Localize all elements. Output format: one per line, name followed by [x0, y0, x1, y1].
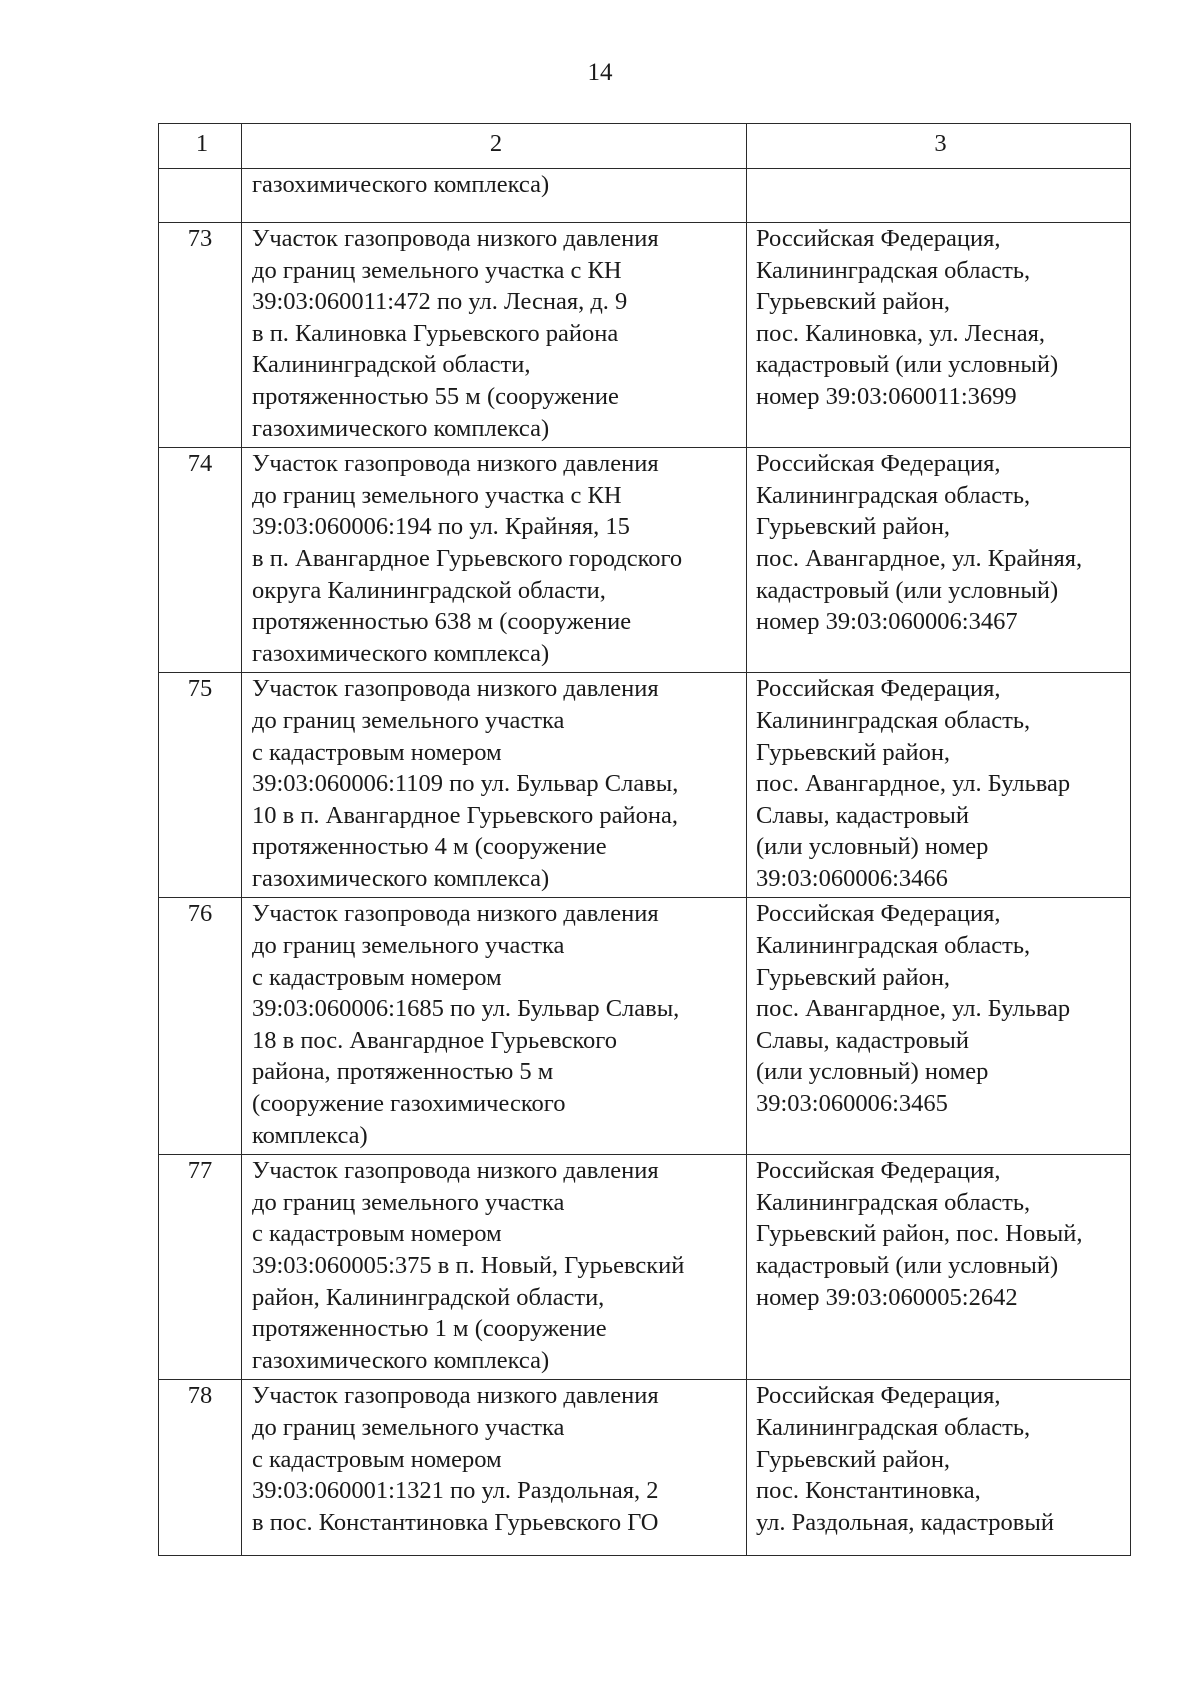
table-row: [159, 673, 1131, 898]
page-number: 14: [587, 59, 613, 86]
row-number: 77: [159, 1155, 242, 1380]
row-description: Участок газопровода низкого давления до границ земельного участка с кадастровым номером 39:03:060006:1685 по ул. Бульвар Славы, 18 в пос. Авангардное Гурьевского района, протяженностью 5 м (сооружение газохимического комплекса): [242, 898, 747, 1155]
row-description: Участок газопровода низкого давления до границ земельного участка с КН 39:03:060011:472 по ул. Лесная, д. 9 в п. Калиновка Гурьевского района Калининградской области, протяженностью 55 м (сооружение газохимического комплекса): [242, 223, 747, 448]
row-description: Участок газопровода низкого давления до границ земельного участка с кадастровым номером 39:03:060005:375 в п. Новый, Гурьевский район, Калининградской области, протяженностью 1 м (сооружение газохимического комплекса): [242, 1155, 747, 1380]
row-number: 78: [159, 1380, 242, 1556]
table-header-row: [159, 124, 1131, 169]
row-location: Российская Федерация, Калининградская область, Гурьевский район, пос. Авангардное, ул. Бульвар Славы, кадастровый (или условный) номер 39:03:060006:3465: [747, 898, 1131, 1155]
row-location: [747, 169, 1131, 223]
property-table: [158, 123, 1131, 1556]
header-col-2: 2: [242, 124, 747, 169]
row-number: [159, 169, 242, 223]
table-row: [159, 1380, 1131, 1556]
table-row: [159, 448, 1131, 673]
row-description: Участок газопровода низкого давления до границ земельного участка с кадастровым номером 39:03:060001:1321 по ул. Раздольная, 2 в пос. Константиновка Гурьевского ГО: [242, 1380, 747, 1556]
row-number: 74: [159, 448, 242, 673]
header-col-1: 1: [159, 124, 242, 169]
row-number: 73: [159, 223, 242, 448]
row-number: 76: [159, 898, 242, 1155]
row-description: газохимического комплекса): [242, 169, 747, 223]
table-row: [159, 223, 1131, 448]
row-description: Участок газопровода низкого давления до границ земельного участка с КН 39:03:060006:194 по ул. Крайняя, 15 в п. Авангардное Гурьевского городского округа Калининградской области, протяженностью 638 м (сооружение газохимического комплекса): [242, 448, 747, 673]
row-location: Российская Федерация, Калининградская область, Гурьевский район, пос. Авангардное, ул. Крайняя, кадастровый (или условный) номер 39:03:060006:3467: [747, 448, 1131, 673]
row-location: Российская Федерация, Калининградская область, Гурьевский район, пос. Новый, кадастровый (или условный) номер 39:03:060005:2642: [747, 1155, 1131, 1380]
table-row: [159, 1155, 1131, 1380]
row-number: 75: [159, 673, 242, 898]
row-location: Российская Федерация, Калининградская область, Гурьевский район, пос. Константиновка, ул. Раздольная, кадастровый: [747, 1380, 1131, 1556]
row-location: Российская Федерация, Калининградская область, Гурьевский район, пос. Калиновка, ул. Лесная, кадастровый (или условный) номер 39:03:060011:3699: [747, 223, 1131, 448]
row-description: Участок газопровода низкого давления до границ земельного участка с кадастровым номером 39:03:060006:1109 по ул. Бульвар Славы, 10 в п. Авангардное Гурьевского района, протяженностью 4 м (сооружение газохимического комплекса): [242, 673, 747, 898]
table-row-continuation: [159, 169, 1131, 223]
header-col-3: 3: [747, 124, 1131, 169]
row-location: Российская Федерация, Калининградская область, Гурьевский район, пос. Авангардное, ул. Бульвар Славы, кадастровый (или условный) номер 39:03:060006:3466: [747, 673, 1131, 898]
table-row: [159, 898, 1131, 1155]
